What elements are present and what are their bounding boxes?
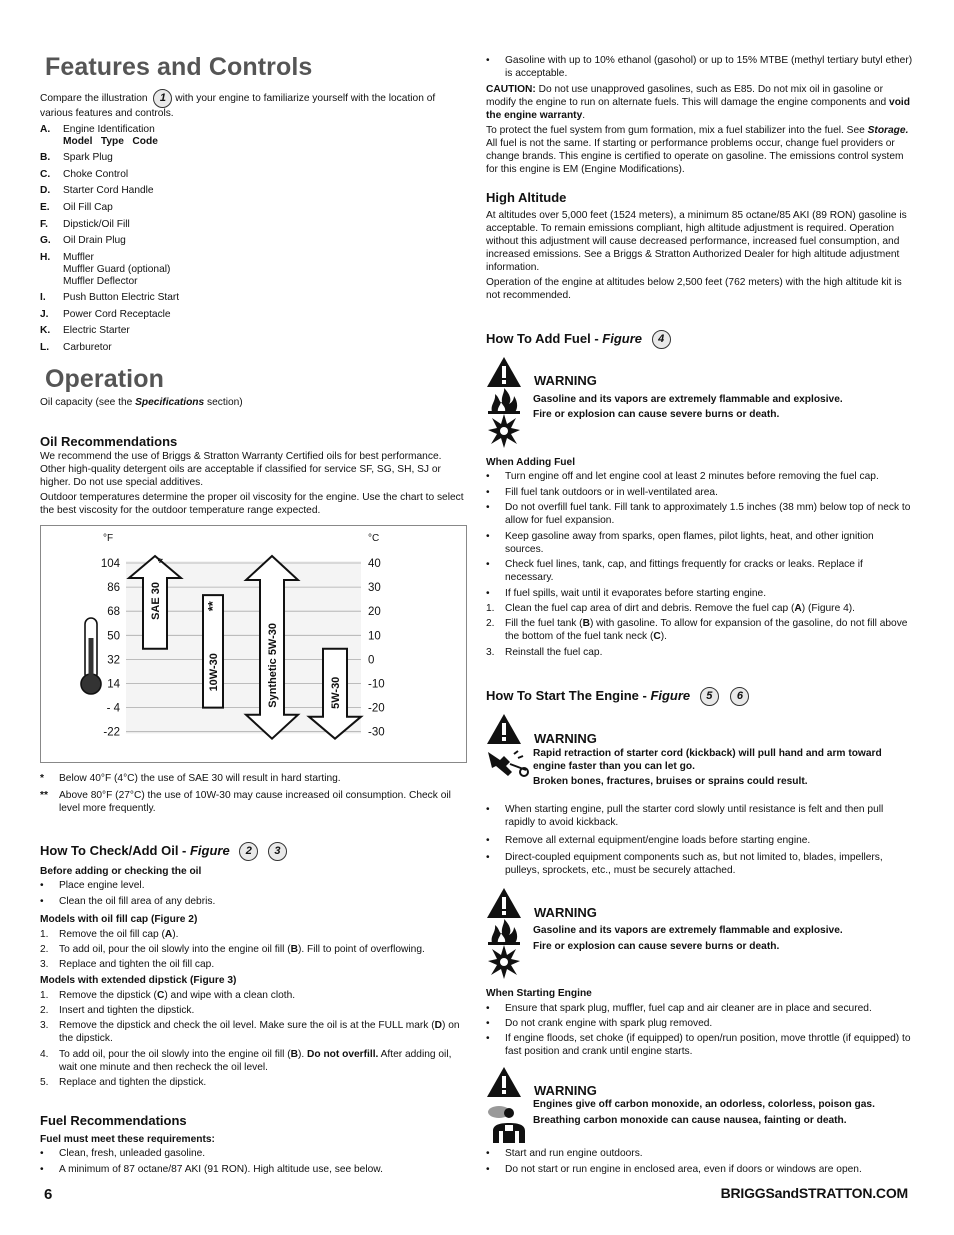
before-heading: Before adding or checking the oil [40,866,202,877]
tick-label-f: 86 [107,582,120,595]
oil-rec-title: Oil Recommendations [40,434,178,449]
explosion-icon [488,945,520,984]
oil-rec-p1: We recommend the use of Briggs & Stratton Warranty Certified oils for best performance. Other high-quality detergent oils are acceptable if classified for service SF, SG, SH, SJ or higher. Do not use special additives. [40,451,442,488]
caution-paragraph: CAUTION: Do not use unapproved gasolines, such as E85. Do not mix oil in gasoline or modify the engine to run on alternate fuels. This will damage the engine components and void the engine warranty. [486,84,910,121]
figure-6-badge: 6 [730,687,749,706]
warning-label: WARNING [534,373,597,388]
cap-heading: Models with oil fill cap (Figure 2) [40,914,198,925]
warning-text: Broken bones, fractures, bruises or sprains could result. [533,776,808,787]
warning-triangle-icon [486,713,522,750]
warning-text: Breathing carbon monoxide can cause nausea, fainting or death. [533,1115,847,1126]
warning-text: Engines give off carbon monoxide, an odorless, colorless, poison gas. [533,1099,875,1110]
viscosity-bar-label: 10W-30 [208,653,220,692]
warning-text: Fire or explosion can cause severe burns or death. [533,941,780,952]
tick-label-f: - 4 [106,702,120,715]
unit-label-f: °F [103,533,114,544]
viscosity-bar-label: Synthetic 5W-30 [267,623,279,708]
unit-label-c: °C [368,533,380,544]
warning-text: Fire or explosion can cause severe burns or death. [533,409,780,420]
fuel-rec-title: Fuel Recommendations [40,1113,187,1128]
warning-text: Rapid retraction of starter cord (kickback) will pull hand and arm toward engine faster than you can let go. [533,748,882,772]
carbon-monoxide-icon [487,1103,527,1148]
tick-label-c: 30 [368,582,381,595]
start-engine-title: How To Start The Engine - Figure 5 6 [486,687,749,706]
tick-label-c: -30 [368,726,385,739]
altitude-p1: At altitudes over 5,000 feet (1524 meters), a minimum 85 octane/85 AKI (89 RON) gasoline is acceptable. To remain emissions compliant, high altitude adjustment is required. Operation without this adjustment will cause decreased performance, increased fuel consumption, and increased emissions. See a Briggs & Stratton Authorized Dealer for high altitude adjustment information. [486,210,907,273]
tick-label-c: 20 [368,606,381,619]
tick-label-f: 50 [107,630,120,643]
tick-label-c: 10 [368,630,381,643]
viscosity-bar-label: 5W-30 [330,676,342,709]
tick-label-c: -20 [368,702,385,715]
warning-text: Gasoline and its vapors are extremely flammable and explosive. [533,394,843,405]
viscosity-bar-mark: ** [205,601,220,612]
dipstick-heading: Models with extended dipstick (Figure 3) [40,975,237,986]
figure-5-badge: 5 [700,687,719,706]
chart-svg [41,526,466,762]
oil-rec-p2: Outdoor temperatures determine the proper oil viscosity for the engine. Use the chart to select the best viscosity for the outdoor temperature range expected. [40,492,464,516]
figure-1-badge: 1 [153,89,172,108]
protect-paragraph: To protect the fuel system from gum formation, mix a fuel stabilizer into the fuel. See Storage. All fuel is not the same. If starting or performance problems occur, change fuel providers or change brands. This engine is certified to operate on gasoline. The emissions control system for this engine is EM (Engine Modifications). [486,125,909,175]
when-adding-heading: When Adding Fuel [486,457,576,468]
thermometer-level-icon [89,638,94,680]
check-oil-title: How To Check/Add Oil - Figure 2 3 [40,842,287,861]
oil-viscosity-chart [40,525,467,763]
kickback-icon [486,748,530,787]
warning-label: WARNING [534,731,597,746]
website-link[interactable]: BRIGGSandSTRATTON.COM [720,1185,908,1201]
tick-label-c: 40 [368,558,381,570]
tick-label-c: -10 [368,678,385,691]
figure-3-badge: 3 [268,842,287,861]
features-title: Features and Controls [45,53,313,81]
when-starting-heading: When Starting Engine [486,988,592,999]
altitude-p2: Operation of the engine at altitudes below 2,500 feet (762 meters) with the high altitude kit is not recommended. [486,277,902,301]
tick-label-f: 104 [100,558,120,570]
tick-label-f: 14 [107,678,120,691]
warning-label: WARNING [534,1083,597,1098]
tick-label-f: 32 [107,654,120,667]
add-fuel-title: How To Add Fuel - Figure 4 [486,330,671,349]
altitude-title: High Altitude [486,190,567,205]
warning-label: WARNING [534,905,597,920]
tick-label-c: 0 [368,654,375,667]
tick-label-f: -22 [103,726,120,739]
explosion-icon [488,414,520,453]
oil-capacity-note: Oil capacity (see the Specifications section) [40,397,243,408]
operation-title: Operation [45,365,164,393]
warning-triangle-icon [486,1066,522,1103]
figure-4-badge: 4 [652,330,671,349]
viscosity-bar-label: SAE 30 [150,582,162,620]
fuel-req-heading: Fuel must meet these requirements: [40,1134,215,1145]
page-number: 6 [44,1186,53,1203]
viscosity-bar-mark: * [155,558,170,564]
figure-2-badge: 2 [239,842,258,861]
features-intro: Compare the illustration 1 with your engine to familiarize yourself with the location of various features and controls. [40,89,468,121]
tick-label-f: 68 [107,606,120,619]
warning-text: Gasoline and its vapors are extremely flammable and explosive. [533,925,843,936]
